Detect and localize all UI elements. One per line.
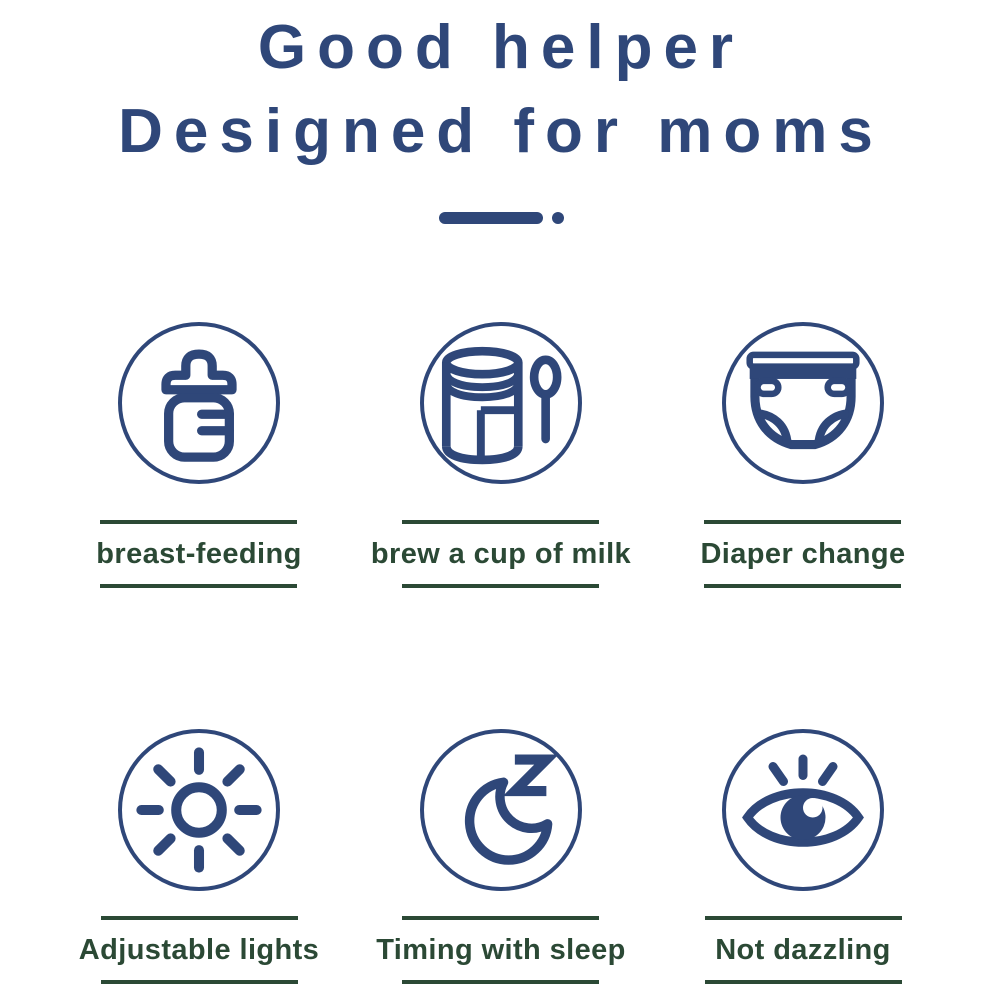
feature-label: Adjustable lights [78,934,320,966]
eye-icon [728,735,878,885]
title-divider [0,212,1002,224]
moon-sleep-icon [438,747,564,873]
page-title [0,6,1002,174]
icon-circle [118,729,280,891]
divider-dash [439,212,543,224]
feature-label: Not dazzling [715,934,891,966]
label-bottom-rule [101,980,298,984]
feature-timing-sleep [350,729,652,984]
feature-not-dazzling [652,729,954,984]
feature-label-block [700,520,905,588]
label-bottom-rule [402,980,599,984]
feature-row-1 [48,322,954,588]
icon-circle [118,322,280,484]
label-bottom-rule [402,584,599,588]
feature-diaper-change [652,322,954,588]
feature-label-block [705,916,902,984]
feature-label-block [79,916,319,984]
baby-bottle-icon [133,337,265,469]
feature-label-block [96,520,301,588]
diaper-icon [738,338,868,468]
icon-circle [722,729,884,891]
icon-circle [420,322,582,484]
title-line-2: Designed for moms [118,97,884,166]
label-bottom-rule [100,584,297,588]
feature-label: breast-feeding [96,538,302,570]
icon-circle [722,322,884,484]
feature-breast-feeding [48,322,350,588]
feature-row-2 [48,729,954,984]
sun-brightness-icon [132,743,266,877]
feature-brew-milk [350,322,652,588]
feature-label: Timing with sleep [376,934,626,966]
feature-label-block [376,916,626,984]
feature-adjustable-lights [48,729,350,984]
label-bottom-rule [705,980,902,984]
divider-dot [552,212,564,224]
icon-circle [420,729,582,891]
feature-label: Diaper change [700,538,906,570]
feature-label: brew a cup of milk [370,538,632,570]
label-bottom-rule [704,584,901,588]
feature-label-block [371,520,631,588]
title-line-1: Good helper [257,13,745,82]
milk-can-and-spoon-icon [429,331,573,475]
